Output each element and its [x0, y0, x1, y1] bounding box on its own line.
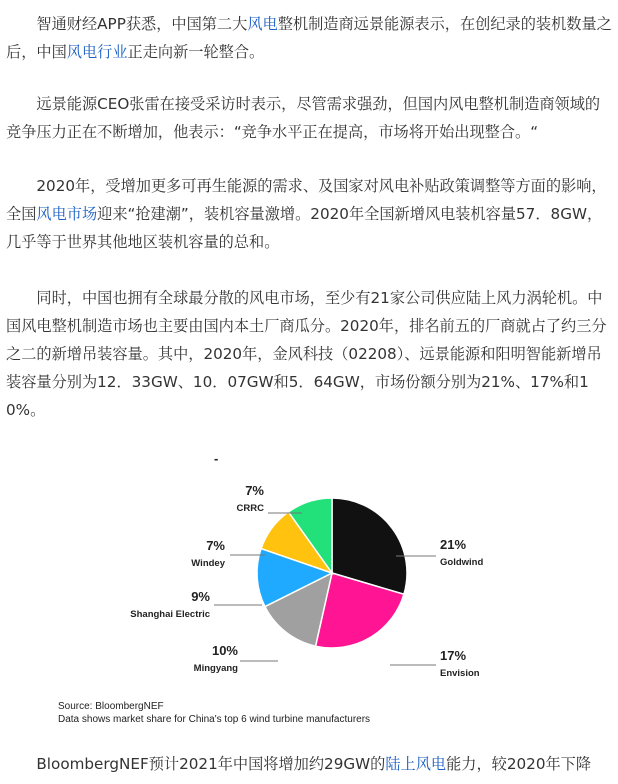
paragraph-text: 正走向新一轮整合。	[127, 43, 265, 61]
chart-note: Data shows market share for China's top 6 wind turbine manufacturers	[58, 714, 371, 725]
slice-name-label: Windey	[191, 558, 225, 569]
pie-chart-svg	[0, 455, 618, 745]
slice-percent-label: 9%	[191, 589, 210, 604]
slice-percent-label: 7%	[206, 538, 225, 553]
paragraph-5	[6, 750, 612, 778]
paragraph-text: 能力，较2020年下降	[446, 755, 592, 773]
slice-percent-label: 7%	[245, 483, 264, 498]
slice-name-label: Envision	[440, 668, 480, 679]
paragraph-2: 远景能源CEO张雷在接受采访时表示，尽管需求强劲，但国内风电整机制造商领域的竞争压力正在不断增加，他表示：“竞争水平正在提高，市场将开始出现整合。“	[6, 95, 601, 141]
slice-name-label: CRRC	[236, 503, 264, 514]
link-wind-industry[interactable]: 风电行业	[66, 43, 128, 61]
market-share-chart	[0, 455, 618, 745]
slice-name-label: Goldwind	[440, 557, 484, 568]
slice-percent-label: 21%	[440, 537, 467, 552]
paragraph-text: 2020年，受增加更多可再生能源的需求、及国家对风电补贴政策调整等方面的影响，全国	[6, 177, 607, 223]
chart-marker: -	[214, 455, 219, 466]
slice-name-label: Mingyang	[193, 663, 238, 674]
link-onshore-wind[interactable]: 陆上风电	[385, 755, 447, 773]
paragraph-4: 同时，中国也拥有全球最分散的风电市场，至少有21家公司供应陆上风力涡轮机。中国风电整机制造市场也主要由国内本土厂商瓜分。2020年，排名前五的厂商就占了约三分之二的新增吊装容量。其中，2020年，金风科技（02208）、远景能源和阳明智能新增吊装容量分别为12．33GW、10．07GW和5．64GW，市场份额分别为21%、17%和10%。	[6, 289, 607, 419]
link-wind-power[interactable]: 风电	[247, 15, 278, 33]
link-wind-market[interactable]: 风电市场	[36, 205, 98, 223]
paragraph-text: 智通财经APP获悉，中国第二大	[36, 15, 248, 33]
paragraph-text: 迎来“抢建潮”，装机容量激增。2020年全国新增风电装机容量57．8GW，几乎等于世界其他地区装机容量的总和。	[6, 205, 603, 251]
paragraph-text: BloombergNEF预计2021年中国将增加约29GW的	[36, 755, 386, 773]
slice-name-label: Shanghai Electric	[130, 609, 210, 620]
chart-source: Source: BloombergNEF	[58, 701, 164, 712]
slice-percent-label: 17%	[440, 648, 467, 663]
paragraph-3	[6, 172, 612, 256]
paragraph-1	[6, 10, 612, 66]
paragraph-text: 整机制造商远景能源表示，在创纪录的装机数量之后，中国	[6, 15, 612, 61]
slice-percent-label: 10%	[211, 643, 238, 658]
